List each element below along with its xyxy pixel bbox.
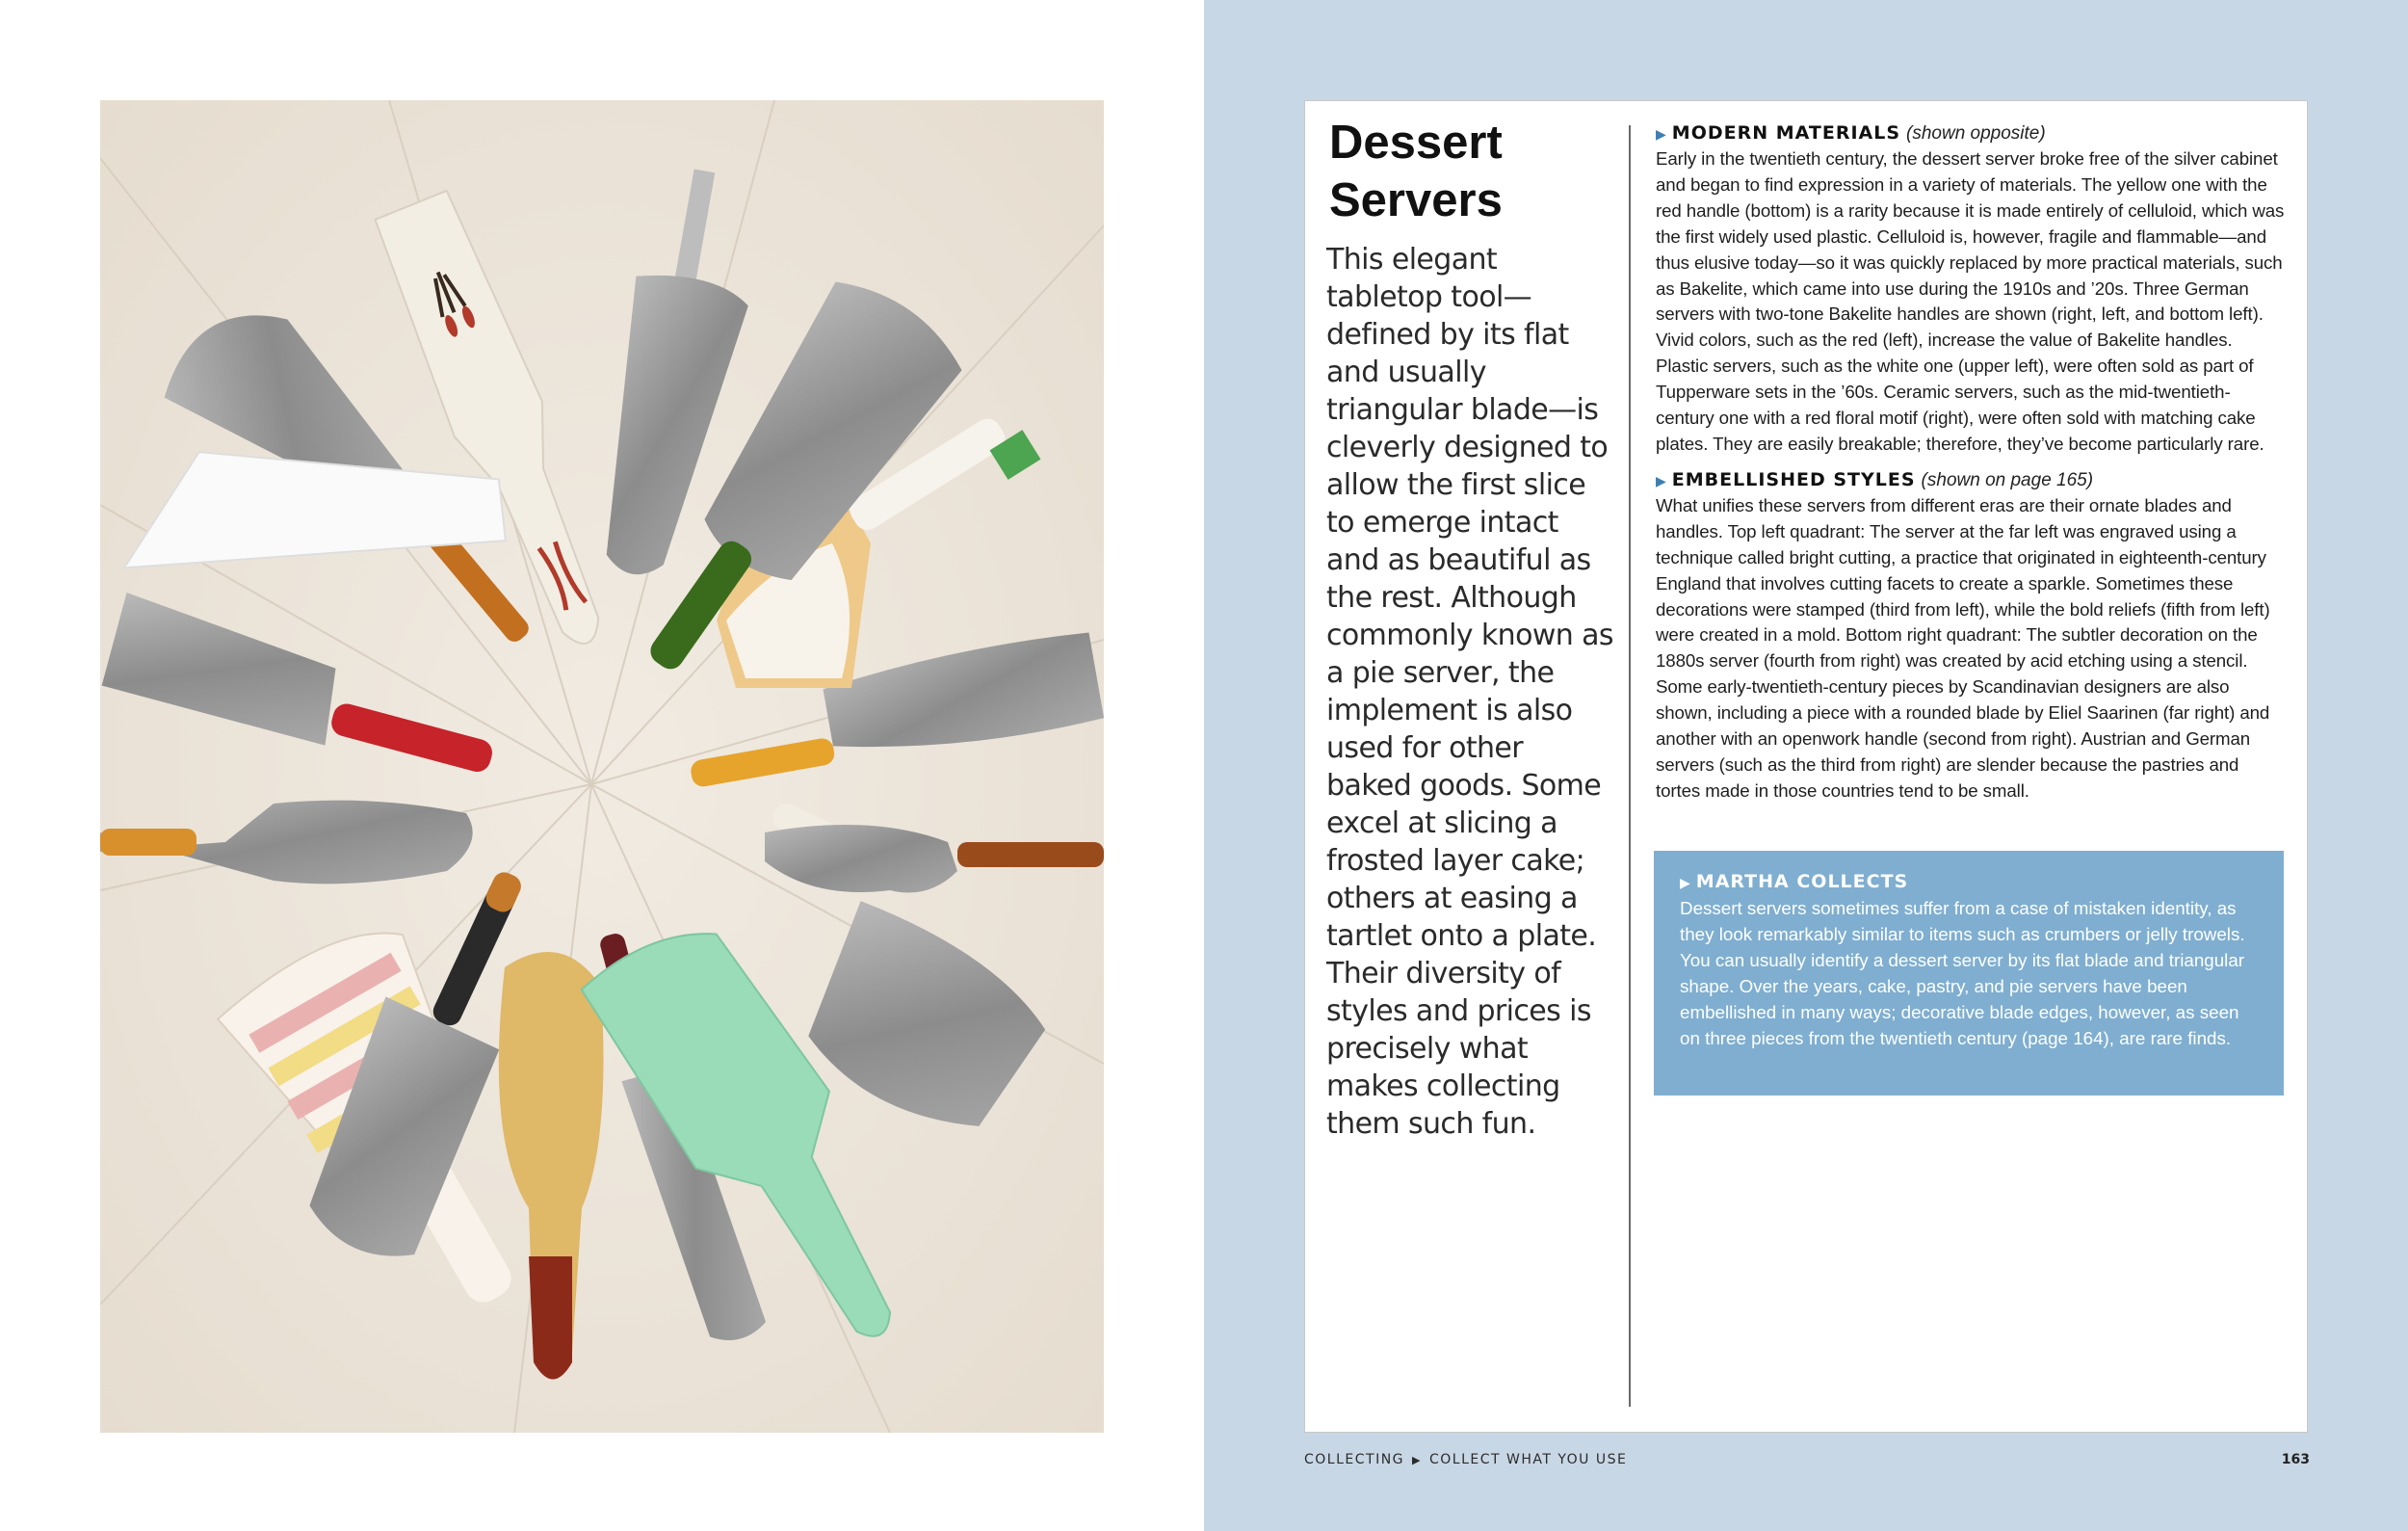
- body-column: [1656, 120, 2286, 814]
- right-triangle-icon: ▶: [1412, 1454, 1422, 1466]
- right-triangle-icon: ▶: [1656, 126, 1666, 142]
- section-body-modern-materials: Early in the twentieth century, the dessert server broke free of the silver cabinet and began to find expression in a variety of materials. The yellow one with the red handle (bottom) is a rarity because it is made entirely of celluloid, which was the first widely used plastic. Celluloid is, however, fragile and flammable—and thus elusive today—so it was quickly replaced by more practical materials, such as Bakelite, which came into use during the 1910s and ’20s. Three German servers with two-tone Bakelite handles are shown (right, left, and bottom left). Vivid colors, such as the red (left), increase the value of Bakelite handles. Plastic servers, such as the white one (upper left), were often sold as part of Tupperware sets in the ’60s. Ceramic servers, such as the mid-twentieth-century one with a red floral motif (right), were often sold with matching cake plates. They are easily breakable; therefore, they’ve become particularly rare.: [1656, 148, 2285, 454]
- page-number: 163: [2281, 1452, 2310, 1467]
- martha-collects-callout: [1654, 851, 2284, 1095]
- right-triangle-icon: ▶: [1656, 472, 1666, 488]
- section-heading-modern-materials: [1656, 120, 2286, 146]
- tablecloth: [100, 100, 1104, 1433]
- callout-heading: [1680, 869, 2257, 895]
- section-heading-note: (shown opposite): [1906, 123, 2046, 144]
- section-heading-label: MODERN MATERIALS: [1671, 122, 1901, 144]
- section-body-embellished-styles: What unifies these servers from different eras are their ornate blades and handles. Top left quadrant: The server at the far left was engraved using a technique called bright cutting, a practice that originated in eighteenth-century England that involves cutting facets to create a sparkle. Sometimes these decorations were stamped (third from left), while the bold reliefs (fifth from left) were created in a mold. Bottom right quadrant: The subtler decoration on the 1880s server (fourth from right) was created by acid etching using a stencil. Some early-twentieth-century pieces by Scandinavian designers are also shown, including a piece with a rounded blade by Eliel Saarinen (far right) and another with an openwork handle (second from right). Austrian and German servers (such as the third from right) are slender because the pastries and tortes made in those countries tend to be small.: [1656, 494, 2270, 801]
- intro-paragraph: This elegant tabletop tool—defined by its flat and usually triangular blade—is cleverly designed to allow the first slice to emerge intact and as beautiful as the rest. Although commonly known as a pie server, the implement is also used for other baked goods. Some excel at slicing a frosted layer cake; others at easing a tartlet onto a plate. Their diversity of styles and prices is precisely what makes collecting them such fun.: [1326, 243, 1613, 1141]
- dessert-servers-photo: [100, 100, 1104, 1433]
- footer-chapter: COLLECT WHAT YOU USE: [1429, 1452, 1628, 1467]
- footer-section: COLLECTING: [1304, 1452, 1405, 1467]
- running-footer: [1304, 1452, 1627, 1467]
- dessert-servers-illustration: [100, 100, 1104, 1433]
- page-title: Dessert Servers: [1329, 117, 1503, 226]
- section-heading-embellished-styles: [1656, 467, 2286, 493]
- section-heading-note: (shown on page 165): [1921, 469, 2094, 490]
- section-heading-label: EMBELLISHED STYLES: [1671, 468, 1916, 490]
- right-triangle-icon: ▶: [1680, 875, 1690, 890]
- callout-heading-label: MARTHA COLLECTS: [1695, 871, 1909, 892]
- callout-body: Dessert servers sometimes suffer from a case of mistaken identity, as they look remarkably similar to items such as crumbers or jelly trowels. You can usually identify a dessert server by its flat blade and triangular shape. Over the years, cake, pastry, and pie servers have been embellished in many ways; decorative blade edges, however, as seen on three pieces from the twentieth century (page 164), are rare finds.: [1680, 898, 2245, 1048]
- column-divider: [1629, 125, 1631, 1407]
